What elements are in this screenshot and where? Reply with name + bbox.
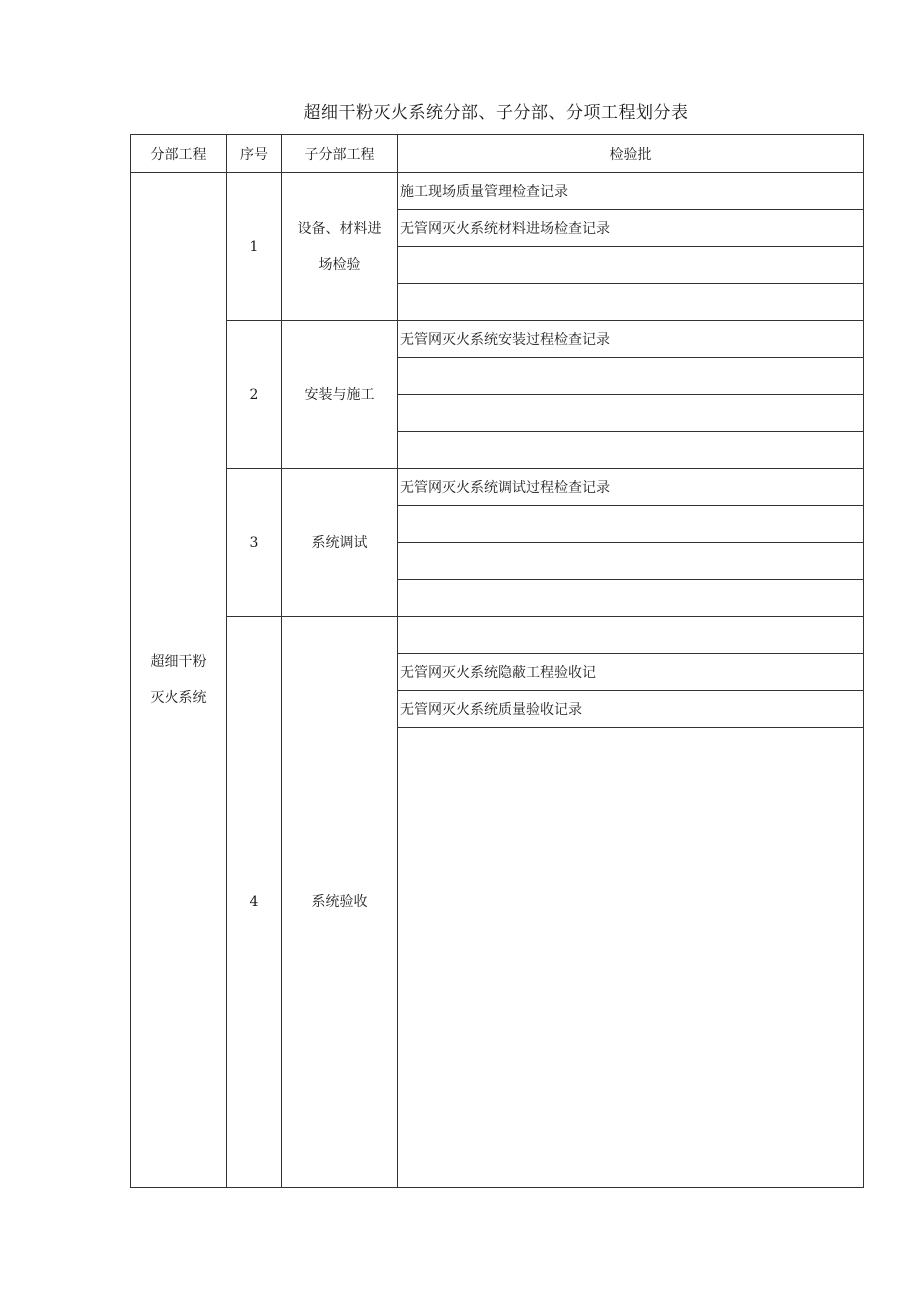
seq-cell: 2 [227,321,282,469]
inspection-item: 无管网灭火系统材料进场检查记录 [398,210,864,247]
subdivision-cell: 安装与施工 [282,321,398,469]
division-line2: 灭火系统 [150,690,207,706]
inspection-item [398,395,864,432]
table-row [131,469,864,506]
inspection-item: 施工现场质量管理检查记录 [398,173,864,210]
inspection-item [398,432,864,469]
table-header-row [131,135,864,173]
subdivision-cell: 系统调试 [282,469,398,617]
inspection-item [398,247,864,284]
seq-cell: 1 [227,173,282,321]
subdivision-cell [282,173,398,321]
inspection-item [398,506,864,543]
header-seq: 序号 [227,135,282,173]
division-table [130,134,864,1188]
header-division: 分部工程 [131,135,227,173]
inspection-item: 无管网灭火系统隐蔽工程验收记 [398,654,864,691]
table-row [131,173,864,210]
division-line1: 超细干粉 [150,654,207,670]
header-inspection: 检验批 [398,135,864,173]
subdivision-line2: 场检验 [318,256,361,273]
inspection-item [398,580,864,617]
seq-cell: 3 [227,469,282,617]
inspection-item [398,728,864,1188]
inspection-item: 无管网灭火系统调试过程检查记录 [398,469,864,506]
table-row [131,617,864,654]
inspection-item [398,358,864,395]
subdivision-line1: 设备、材料进 [297,220,382,237]
inspection-item [398,617,864,654]
subdivision-cell: 系统验收 [282,617,398,1188]
table-row [131,321,864,358]
seq-cell: 4 [227,617,282,1188]
inspection-item: 无管网灭火系统安装过程检查记录 [398,321,864,358]
page-title: 超细干粉灭火系统分部、子分部、分项工程划分表 [303,103,689,123]
inspection-item [398,284,864,321]
header-subdivision: 子分部工程 [282,135,398,173]
inspection-item: 无管网灭火系统质量验收记录 [398,691,864,728]
division-cell [131,173,227,1188]
inspection-item [398,543,864,580]
